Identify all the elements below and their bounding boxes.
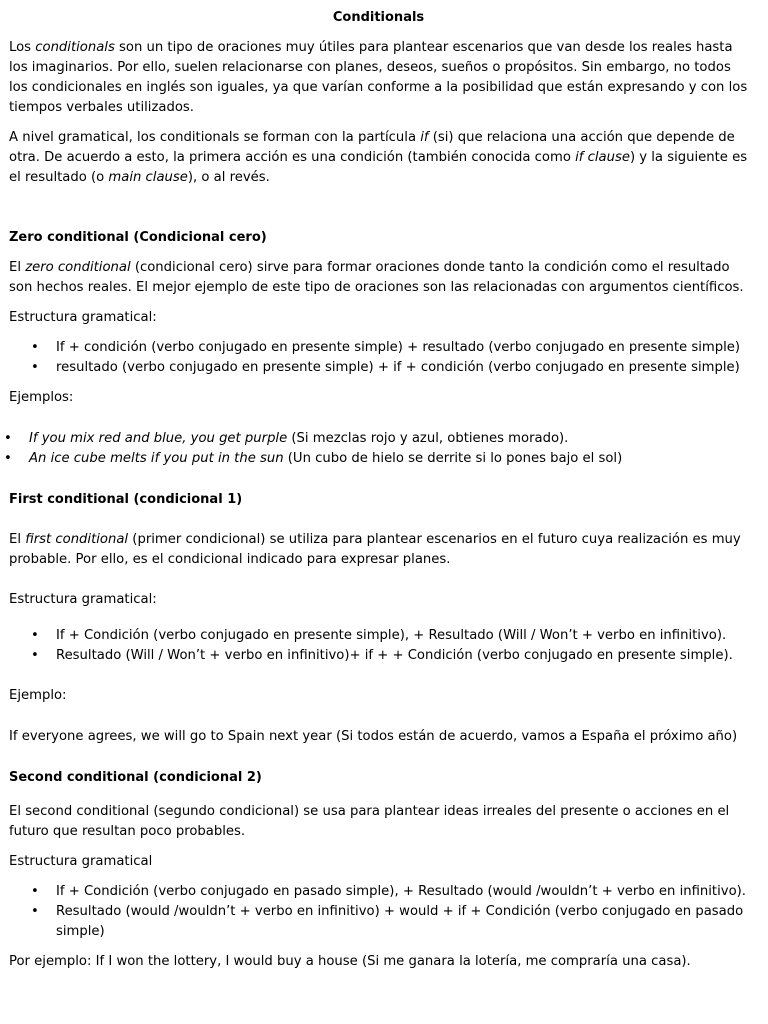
document-title: Conditionals (332, 10, 425, 25)
example-english: An ice cube melts if you put in the sun (29, 451, 284, 466)
intro-p2-emphasis-if: if (420, 130, 429, 145)
example-spanish: (Un cubo de hielo se derrite si lo pones bajo el sol) (283, 451, 623, 466)
intro-p2-text-a: A nivel gramatical, los conditionals se forman con la partícula (9, 130, 421, 145)
intro-paragraph-1 (9, 38, 748, 118)
zero-desc-text-a: El (9, 260, 26, 275)
zero-desc-text-b: (condicional cero) sirve para formar oraciones donde tanto la condición como el resultado son hechos reales. El mejor ejemplo de este tipo de oraciones son las relacionadas con argumentos científicos. (9, 260, 744, 295)
first-desc-text-a: El (9, 532, 26, 547)
intro-p1-text-a: Los (9, 40, 36, 55)
example-spanish: (Si mezclas rojo y azul, obtienes morado). (287, 431, 569, 446)
first-example-label: Ejemplo: (9, 688, 67, 703)
intro-p2-text-b: (si) que relaciona una acción que depende de otra. De acuerdo a esto, la primera acción es una condición (también conocida como (9, 130, 735, 165)
zero-structure-list (9, 338, 748, 378)
second-example: Por ejemplo: If I won the lottery, I would buy a house (Si me ganara la lotería, me compraría una casa). (9, 954, 691, 969)
intro-p2-text-d: ), o al revés. (187, 170, 270, 185)
first-structure-label: Estructura gramatical: (9, 592, 157, 607)
zero-conditional-heading: Zero conditional (Condicional cero) (9, 230, 267, 245)
intro-p2-emphasis-main-clause: main clause (108, 170, 188, 185)
second-conditional-heading: Second conditional (condicional 2) (9, 770, 262, 785)
intro-p1-emphasis: conditionals (35, 40, 115, 55)
list-item: • resultado (verbo conjugado en presente simple) + if + condición (verbo conjugado en presente simple) (9, 358, 748, 378)
second-structure-list (9, 882, 748, 942)
spacer (9, 198, 748, 228)
list-item (9, 449, 748, 469)
intro-p2-emphasis-if-clause: if clause (575, 150, 630, 165)
second-conditional-description: El second conditional (segundo condicional) se usa para plantear ideas irreales del presente o acciones en el futuro que resultan poco probables. (9, 804, 730, 839)
intro-paragraph-2 (9, 128, 748, 188)
first-conditional-description (9, 530, 748, 570)
first-desc-text-b: (primer condicional) se utiliza para plantear escenarios en el futuro cuya realización es muy probable. Por ello, es el condicional indicado para expresar planes. (9, 532, 741, 567)
first-desc-emphasis: first conditional (25, 532, 129, 547)
first-example: If everyone agrees, we will go to Spain next year (Si todos están de acuerdo, vamos a España el próximo año) (9, 729, 738, 744)
list-item: • If + Condición (verbo conjugado en presente simple), + Resultado (Will / Won’t + verbo en infinitivo). (9, 626, 748, 646)
list-item (9, 429, 748, 449)
list-item: • Resultado (Will / Won’t + verbo en infinitivo)+ if + + Condición (verbo conjugado en presente simple). (9, 646, 748, 666)
zero-examples-list (9, 429, 748, 469)
list-item: • If + condición (verbo conjugado en presente simple) + resultado (verbo conjugado en presente simple) (9, 338, 748, 358)
zero-examples-label: Ejemplos: (9, 390, 74, 405)
zero-desc-emphasis: zero conditional (25, 260, 131, 275)
example-english: If you mix red and blue, you get purple (29, 431, 288, 446)
first-structure-list (9, 626, 748, 666)
intro-p2-text-c: ) y la siguiente es el resultado (o (9, 150, 748, 185)
list-item: • Resultado (would /wouldn’t + verbo en infinitivo) + would + if + Condición (verbo conjugado en pasado simple) (9, 902, 748, 942)
second-structure-label: Estructura gramatical (9, 854, 153, 869)
list-item: • If + Condición (verbo conjugado en pasado simple), + Resultado (would /wouldn’t + verbo en infinitivo). (9, 882, 748, 902)
first-conditional-heading: First conditional (condicional 1) (9, 492, 243, 507)
intro-p1-text-b: son un tipo de oraciones muy útiles para plantear escenarios que van desde los reales hasta los imaginarios. Por ello, suelen relacionarse con planes, deseos, sueños o propósitos. Sin embargo, no todos los condicionales en inglés son iguales, ya que varían conforme a la posibilidad que están expresando y con los tiempos verbales utilizados. (9, 40, 748, 115)
zero-structure-label: Estructura gramatical: (9, 310, 157, 325)
zero-conditional-description (9, 258, 748, 298)
